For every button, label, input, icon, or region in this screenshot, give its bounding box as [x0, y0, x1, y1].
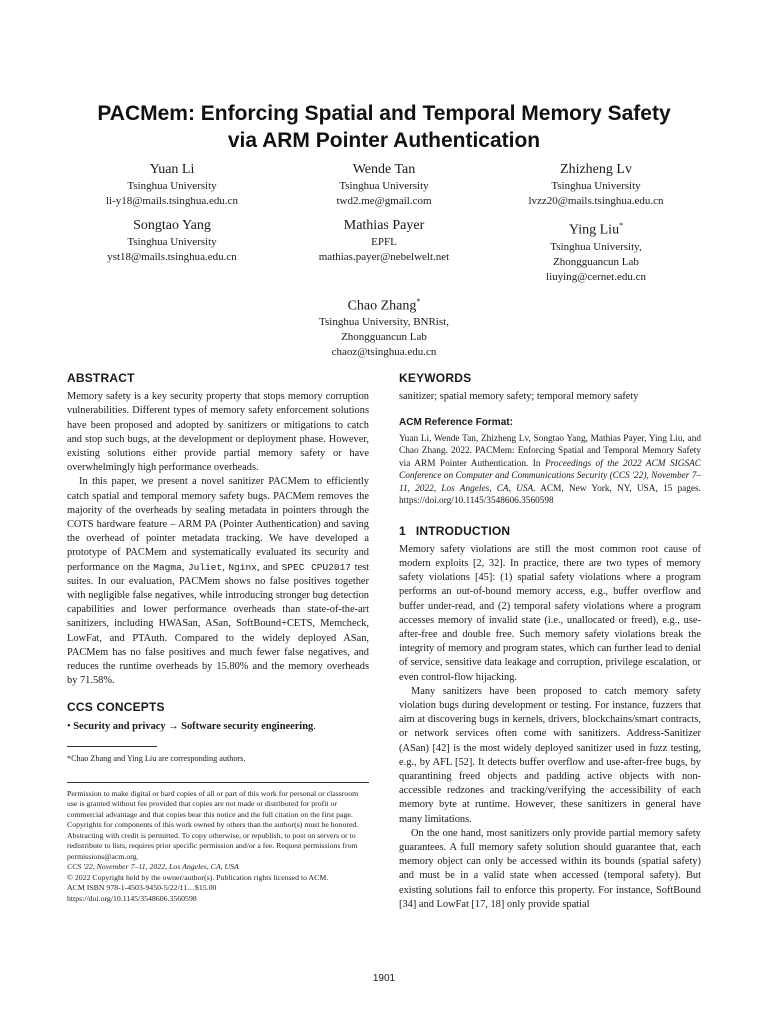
- abstract-paragraph: Memory safety is a key security property that stops memory corruption vulnerabilities. Different types of memory safety enforcement solutions have been proposed and adopted by sanitizers or mitigations to catch and stop such bugs, at the development or deployment phase. However, existing solutions either provide partial memory safety or have overwhelmingly high performance overheads.: [67, 391, 369, 474]
- author: [278, 160, 490, 209]
- author-name: [490, 216, 702, 240]
- venue-line: [67, 862, 369, 873]
- code-term: SPEC CPU2017: [281, 561, 351, 573]
- author-affiliation: Tsinghua University: [551, 180, 641, 192]
- author-email[interactable]: liuying@cernet.edu.cn: [546, 270, 646, 283]
- abstract-section: [67, 371, 369, 688]
- author-affiliation: Tsinghua University, BNRist,: [319, 316, 449, 329]
- introduction-heading: [399, 524, 701, 538]
- author-row: [66, 160, 702, 209]
- permission-text: Permission to make digital or hard copies of all or part of this work for personal or classroom use is granted without fee provided that copies are not made or distributed for profit or commercial advantage and that copies bear this notice and the full citation on the first page. Copyrights for components of this work owned by others than the author(s) must be honored. Abstracting with credit is permitted. To copy otherwise, or republish, to post on servers or to redistribute to lists, requires prior specific permission and/or a fee. Request permissions from permissions@acm.org.: [67, 788, 359, 861]
- abstract-paragraph: [67, 475, 369, 688]
- author-email[interactable]: lvzz20@mails.tsinghua.edu.cn: [528, 195, 664, 207]
- acm-reference-text: [399, 433, 701, 508]
- author-name: Zhizheng Lv: [560, 162, 632, 177]
- abstract-heading: ABSTRACT: [67, 371, 135, 385]
- keywords-section: [399, 371, 701, 404]
- doi-link[interactable]: https://doi.org/10.1145/3548606.3560598: [67, 893, 197, 903]
- section-title: INTRODUCTION: [415, 523, 511, 538]
- author-affiliation: EPFL: [371, 236, 397, 248]
- corresponding-mark: *: [619, 221, 624, 230]
- abstract-text: In this paper, we present a novel sanitizer PACMem to efficiently catch spatial and temporal memory safety bugs. PACMem removes the majority of the overheads by sealing metadata in pointers through the COTS hardware feature – ARM PA (Pointer Authentication) and saving the overhead of pointer metadata tracking. We have developed a prototype of PACMem and systematically evaluated its security and performance on the: [67, 476, 369, 573]
- author-block: [66, 160, 702, 367]
- author-email[interactable]: twd2.me@gmail.com: [336, 195, 432, 207]
- author-row: [66, 292, 702, 361]
- corresponding-mark: *: [416, 296, 421, 306]
- author-name: Songtao Yang: [133, 218, 211, 233]
- footnote-divider: [67, 746, 157, 747]
- code-term: Magma: [153, 561, 182, 573]
- code-term: Nginx: [228, 561, 257, 573]
- introduction-section: [399, 524, 701, 912]
- right-column: [399, 371, 701, 924]
- abstract-text: ,: [181, 561, 188, 573]
- reference-text: ACM, New York, NY, USA, 15 pages. https://doi.org/10.1145/3548606.3560598: [399, 483, 701, 507]
- page-title: [0, 100, 768, 154]
- author: [490, 216, 702, 285]
- permission-block: [67, 789, 369, 905]
- keywords-text: sanitizer; spatial memory safety; temporal memory safety: [399, 391, 639, 403]
- author-email[interactable]: yst18@mails.tsinghua.edu.cn: [107, 251, 237, 263]
- author-row: [66, 216, 702, 285]
- ccs-heading: CCS CONCEPTS: [67, 700, 165, 715]
- intro-paragraph: Memory safety violations are still the most common root cause of modern exploits [2, 32]. In practice, there are two types of memory safety violations [45]: (1) spatial safety violations where a program performs an out-of-bound memory access, e.g., buffer overflow and buffer under-read, and (2) temporal safety violations where a program accesses memory of invalid state (i.e., unallocated or freed), e.g., use-after-free and double free. Such memory safety violations break the integrity of memory and program states, which can further lead to denial of service, sensitive data leakage and corruption, privilege escalation, or even control-flow hijacking.: [399, 543, 701, 683]
- abstract-text: ,: [222, 561, 229, 573]
- author-affiliation: Tsinghua University,: [550, 240, 642, 253]
- bullet: •: [67, 720, 74, 732]
- abstract-text: , and: [256, 561, 282, 573]
- title-line-2: via ARM Pointer Authentication: [227, 129, 541, 152]
- acm-reference-section: [399, 416, 701, 507]
- acm-reference-heading: ACM Reference Format:: [399, 417, 513, 429]
- ccs-concept-text: Security and privacy → Software security engineering: [73, 720, 314, 732]
- author: [66, 160, 278, 209]
- author-name: Mathias Payer: [343, 218, 425, 233]
- author-affiliation: Tsinghua University: [127, 180, 217, 192]
- author-email[interactable]: mathias.payer@nebelwelt.net: [318, 251, 450, 263]
- permission-divider: [67, 782, 369, 783]
- period: .: [313, 720, 316, 732]
- author-name: [278, 292, 490, 316]
- author-email[interactable]: chaoz@tsinghua.edu.cn: [331, 346, 437, 359]
- author-affiliation: Zhongguancun Lab: [341, 331, 427, 344]
- author-name: Wende Tan: [352, 162, 416, 177]
- author: [66, 216, 278, 285]
- copyright-line: © 2022 Copyright held by the owner/author(s). Publication rights licensed to ACM.: [67, 872, 329, 882]
- reference-venue: Proceedings of the 2022 ACM SIGSAC Conference on Computer and Communications Security (CCS '22), November 7–11, 2022, Los Angeles, CA, USA.: [399, 458, 701, 494]
- intro-paragraph: On the one hand, most sanitizers only provide partial memory safety guarantees. A full memory safety solution should guarantee that, each memory object can only be accessed within its bounds (spatial safety) and must be in a valid state when accessed (temporal safety). But existing solutions fail to enforce this property. For instance, SoftBound [34] and LowFat [17, 18] only provide spatial: [399, 827, 701, 910]
- author-name: Yuan Li: [149, 162, 195, 177]
- venue-text: CCS '22, November 7–11, 2022, Los Angeles, CA, USA: [67, 862, 239, 872]
- section-number: 1: [399, 523, 406, 538]
- author: [490, 160, 702, 209]
- ccs-concept: [67, 720, 369, 734]
- author-email[interactable]: li-y18@mails.tsinghua.edu.cn: [105, 195, 239, 207]
- isbn-line: ACM ISBN 978-1-4503-9450-5/22/11…$15.00: [67, 883, 217, 893]
- author: [278, 216, 490, 285]
- code-term: Juliet: [187, 561, 223, 573]
- page-number: 1901: [372, 973, 396, 984]
- author-affiliation: Tsinghua University: [127, 236, 217, 248]
- reference-text: Yuan Li, Wende Tan, Zhizheng Lv, Songtao Yang, Mathias Payer, Ying Liu, and Chao Zhang. 2022. PACMem: Enforcing Spatial and Temporal Memory Safety via ARM Pointer Authentication. In: [399, 433, 701, 469]
- keywords-heading: KEYWORDS: [399, 371, 472, 385]
- intro-paragraph: Many sanitizers have been proposed to catch memory safety violation bugs during development or testing. For instance, fuzzers that aim at discovering bugs in kernels, drivers, blockchains/smart contracts, or network services often come with sanitizers. Address-Sanitizer (ASan) [42] is the most widely deployed sanitizer used in fuzz testing, e.g., by AFL [52]. It detects buffer overflow and use-after-free bugs, by quarantining freed objects and padding active objects with non-accessible redzones and tracking/verifying the accessibility of each memory byte at runtime. However, these sanitizers in general have many limitations.: [399, 685, 701, 825]
- author-name-text: Chao Zhang: [347, 298, 417, 314]
- left-column: [67, 371, 369, 904]
- footnote: *Chao Zhang and Ying Liu are corresponding authors.: [67, 753, 246, 763]
- author-affiliation: Tsinghua University: [339, 180, 429, 192]
- abstract-text: test suites. In our evaluation, PACMem shows no false positives together with negligible false negatives, while introducing stronger bug detection capabilities and lower performance overheads than state-of-the-art sanitizers, including HWASan, ASan, SoftBound+CETS, Memcheck, LowFat, and PTAuth. Compared to the widely deployed ASan, PACMem has no false positives and much fewer false negatives, and reduces the runtime overheads by 15.80% and the memory overheads by 71.58%.: [67, 561, 369, 687]
- author-affiliation: Zhongguancun Lab: [553, 255, 639, 268]
- author-name-text: Ying Liu: [568, 222, 620, 238]
- title-line-1: PACMem: Enforcing Spatial and Temporal Memory Safety: [97, 102, 671, 125]
- ccs-section: [67, 700, 369, 733]
- author: [278, 292, 490, 361]
